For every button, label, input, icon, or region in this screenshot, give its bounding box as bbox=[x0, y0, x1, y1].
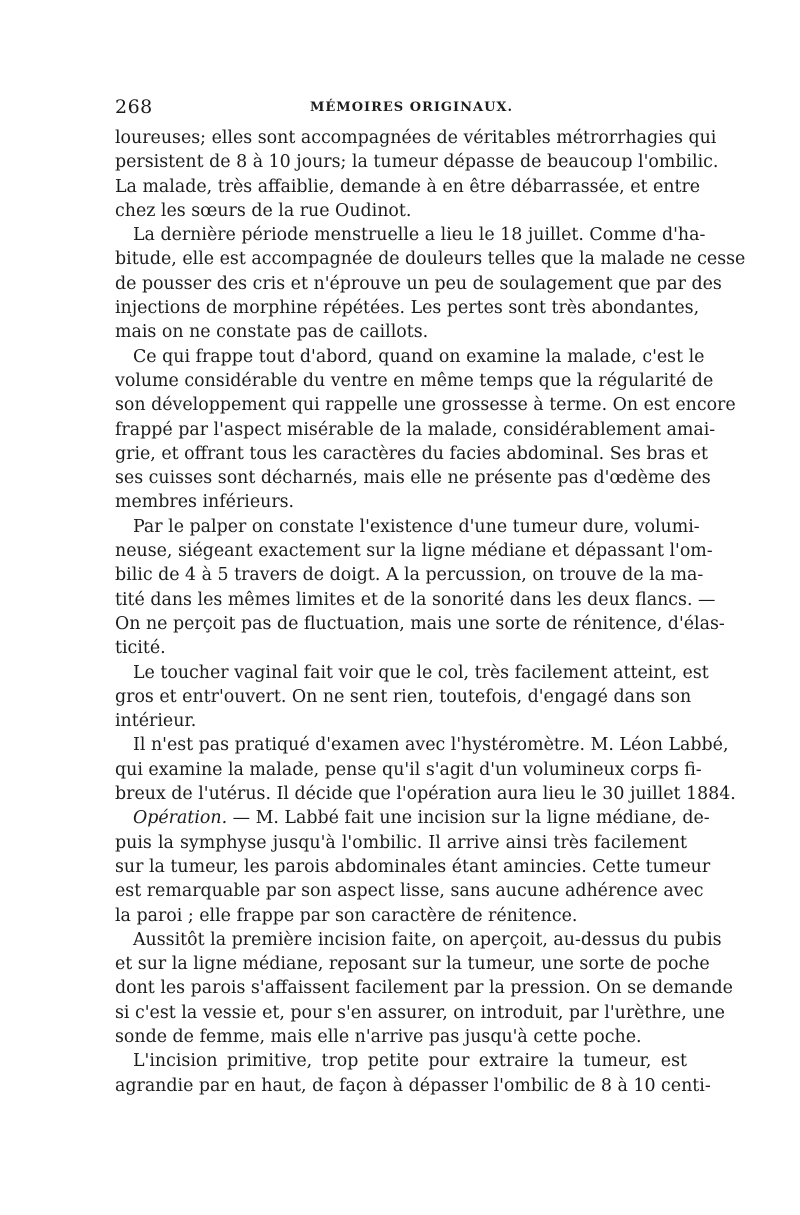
line-text: sur la tumeur, les parois abdominales étant amincies. Cette tumeur bbox=[115, 856, 711, 877]
text-line bbox=[115, 126, 717, 150]
line-text: si c'est la vessie et, pour s'en assurer, on introduit, par l'urèthre, une bbox=[115, 1002, 725, 1023]
text-line bbox=[115, 612, 725, 636]
line-text: sonde de femme, mais elle n'arrive pas jusqu'à cette poche. bbox=[115, 1026, 642, 1047]
text-line bbox=[115, 928, 722, 952]
line-text: Il n'est pas pratiqué d'examen avec l'hystéromètre. M. Léon Labbé, bbox=[133, 735, 729, 756]
line-text: la paroi ; elle frappe par son caractère de rénitence. bbox=[115, 905, 578, 926]
text-line bbox=[115, 1049, 687, 1073]
line-text: est remarquable par son aspect lisse, sans aucune adhérence avec bbox=[115, 881, 704, 902]
text-line bbox=[115, 636, 687, 660]
line-text: On ne perçoit pas de fluctuation, mais une sorte de rénitence, d'élas- bbox=[115, 613, 725, 634]
text-line bbox=[115, 976, 733, 1000]
line-text: tité dans les mêmes limites et de la sonorité dans les deux flancs. — bbox=[115, 589, 716, 610]
text-line bbox=[115, 685, 692, 709]
text-line bbox=[115, 296, 700, 320]
line-text: persistent de 8 à 10 jours; la tumeur dépasse de beaucoup l'ombilic. bbox=[115, 152, 719, 173]
line-text: — M. Labbé fait une incision sur la ligne médiane, de- bbox=[227, 808, 710, 829]
line-text: Ce qui frappe tout d'abord, quand on examine la malade, c'est le bbox=[133, 346, 705, 367]
text-line bbox=[115, 588, 716, 612]
line-text: membres inférieurs. bbox=[115, 492, 295, 513]
line-text: grie, et offrant tous les caractères du facies abdominal. Ses bras et bbox=[115, 443, 708, 464]
line-text: bilic de 4 à 5 travers de doigt. A la percussion, on trouve de la ma- bbox=[115, 565, 704, 586]
line-text: dont les parois s'affaissent facilement par la pression. On se demande bbox=[115, 978, 733, 999]
text-line bbox=[115, 175, 701, 199]
text-line bbox=[115, 490, 687, 514]
text-line bbox=[115, 855, 711, 879]
line-text: volume considérable du ventre en même temps que la régularité de bbox=[115, 370, 714, 391]
text-line bbox=[115, 733, 729, 757]
line-text: Par le palper on constate l'existence d'une tumeur dure, volumi- bbox=[133, 516, 700, 537]
line-text: intérieur. bbox=[115, 711, 197, 732]
line-text: frappé par l'aspect misérable de la malade, considérablement amai- bbox=[115, 419, 716, 440]
line-text: Aussitôt la première incision faite, on aperçoit, au-dessus du pubis bbox=[133, 929, 722, 950]
run-in-heading: Opération. bbox=[133, 808, 228, 829]
text-line bbox=[115, 563, 704, 587]
line-text: neuse, siégeant exactement sur la ligne médiane et dépassant l'om- bbox=[115, 541, 713, 562]
paragraph bbox=[115, 223, 746, 344]
line-text: La malade, très affaiblie, demande à en être débarrassée, et entre bbox=[115, 176, 701, 197]
line-text: gros et entr'ouvert. On ne sent rien, toutefois, d'engagé dans son bbox=[115, 686, 692, 707]
text-line bbox=[115, 442, 708, 466]
body-text bbox=[115, 126, 746, 1098]
text-line bbox=[115, 466, 711, 490]
text-line bbox=[115, 1025, 687, 1049]
paragraph bbox=[115, 661, 709, 734]
text-line bbox=[115, 345, 705, 369]
line-text: mais on ne constate pas de caillots. bbox=[115, 322, 429, 343]
line-text: L'incision primitive, trop petite pour extraire la tumeur, est bbox=[133, 1051, 687, 1072]
line-text: bitude, elle est accompagnée de douleurs telles que la malade ne cesse bbox=[115, 249, 746, 270]
text-line bbox=[115, 782, 736, 806]
text-line bbox=[115, 952, 710, 976]
text-line bbox=[115, 879, 704, 903]
text-line bbox=[115, 806, 710, 830]
text-line bbox=[115, 199, 687, 223]
text-line bbox=[115, 272, 722, 296]
line-text: chez les sœurs de la rue Oudinot. bbox=[115, 200, 412, 221]
paragraph bbox=[115, 126, 719, 223]
text-line bbox=[115, 661, 709, 685]
text-line bbox=[115, 515, 700, 539]
text-line bbox=[115, 247, 746, 271]
line-text: ses cuisses sont décharnés, mais elle ne présente pas d'œdème des bbox=[115, 468, 711, 489]
paragraph bbox=[115, 1049, 711, 1098]
text-line bbox=[115, 709, 687, 733]
line-text: puis la symphyse jusqu'à l'ombilic. Il arrive ainsi très facilement bbox=[115, 832, 687, 853]
paragraph bbox=[115, 733, 736, 806]
text-line bbox=[115, 831, 687, 855]
paragraph bbox=[115, 515, 725, 661]
book-page bbox=[115, 96, 746, 1098]
text-line bbox=[115, 150, 719, 174]
page-number: 268 bbox=[115, 96, 153, 118]
paragraph bbox=[115, 806, 711, 927]
text-line bbox=[115, 1001, 725, 1025]
text-line bbox=[115, 758, 702, 782]
paragraph bbox=[115, 345, 736, 515]
line-text: ticité. bbox=[115, 638, 166, 659]
line-text: et sur la ligne médiane, reposant sur la tumeur, une sorte de poche bbox=[115, 954, 710, 975]
text-line bbox=[115, 539, 713, 563]
line-text: son développement qui rappelle une grossesse à terme. On est encore bbox=[115, 395, 736, 416]
text-line bbox=[115, 904, 687, 928]
line-text: qui examine la malade, pense qu'il s'agit d'un volumineux corps fi- bbox=[115, 759, 702, 780]
text-line bbox=[115, 418, 716, 442]
line-text: Le toucher vaginal fait voir que le col, très facilement atteint, est bbox=[133, 662, 709, 683]
line-text: injections de morphine répétées. Les pertes sont très abondantes, bbox=[115, 298, 700, 319]
text-line bbox=[115, 223, 706, 247]
paragraph bbox=[115, 928, 733, 1049]
text-line bbox=[115, 1074, 711, 1098]
line-text: loureuses; elles sont accompagnées de véritables métrorrhagies qui bbox=[115, 128, 717, 148]
page-header bbox=[115, 96, 687, 126]
line-text: breux de l'utérus. Il décide que l'opération aura lieu le 30 juillet 1884. bbox=[115, 784, 736, 805]
running-head: MÉMOIRES ORIGINAUX. bbox=[310, 100, 514, 115]
text-line bbox=[115, 320, 687, 344]
text-line bbox=[115, 369, 714, 393]
line-text: de pousser des cris et n'éprouve un peu de soulagement que par des bbox=[115, 273, 722, 294]
line-text: La dernière période menstruelle a lieu le 18 juillet. Comme d'ha- bbox=[133, 225, 706, 246]
text-line bbox=[115, 393, 736, 417]
line-text: agrandie par en haut, de façon à dépasser l'ombilic de 8 à 10 centi- bbox=[115, 1075, 711, 1096]
